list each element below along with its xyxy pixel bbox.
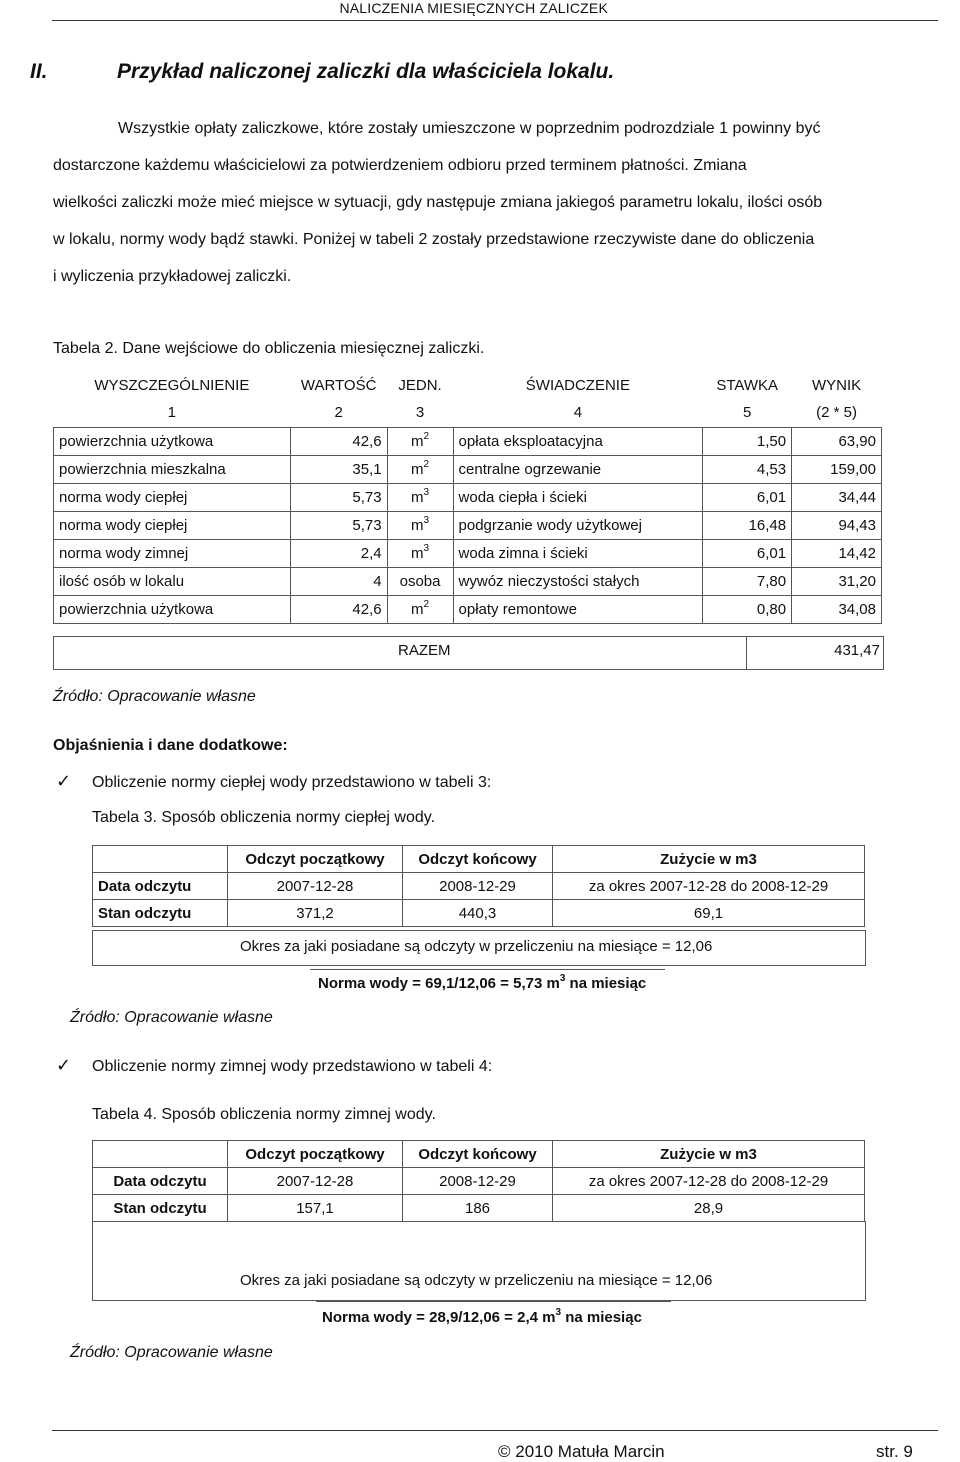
cell-result: 34,44 <box>792 483 882 511</box>
col-header: WYNIK <box>811 376 862 394</box>
cell-usage: za okres 2007-12-28 do 2008-12-29 <box>553 1168 865 1195</box>
col-index: 1 <box>167 404 176 422</box>
running-title: NALICZENIA MIESIĘCZNYCH ZALICZEK <box>339 0 608 16</box>
col-header: WYSZCZEGÓLNIENIE <box>94 376 250 394</box>
row-label: Data odczytu <box>93 873 228 900</box>
cell-value: 5,73 <box>290 511 387 539</box>
cell-usage: 69,1 <box>553 900 865 927</box>
unit-text: m <box>411 432 424 450</box>
cell-end: 2008-12-29 <box>403 1168 553 1195</box>
col-header: Zużycie w m3 <box>553 1141 865 1168</box>
cell-service: woda zimna i ścieki <box>453 539 703 567</box>
table2 <box>53 371 882 624</box>
col-header-empty <box>93 846 228 873</box>
page-header <box>0 0 960 22</box>
intro-paragraph <box>53 120 925 300</box>
cell-item: powierzchnia mieszkalna <box>54 455 291 483</box>
row-label: Data odczytu <box>93 1168 228 1195</box>
col-header: STAWKA <box>716 376 778 394</box>
table-index-row <box>54 399 882 427</box>
table3-source: Źródło: Opracowanie własne <box>70 1009 273 1026</box>
unit-exponent: 3 <box>423 486 430 498</box>
cell-unit <box>387 539 453 567</box>
cell-item: norma wody zimnej <box>54 539 291 567</box>
col-header: WARTOŚĆ <box>300 376 377 394</box>
cell-result: 94,43 <box>792 511 882 539</box>
norm-box-top <box>316 1301 671 1302</box>
table3-period: Okres za jaki posiadane są odczyty w przeliczeniu na miesiące = 12,06 <box>240 938 713 955</box>
col-header: Odczyt końcowy <box>403 846 553 873</box>
cell-result: 14,42 <box>792 539 882 567</box>
check-icon: ✓ <box>56 1055 72 1075</box>
table-row <box>93 900 865 927</box>
unit-exponent: 3 <box>423 514 430 526</box>
table4-caption: Tabela 4. Sposób obliczenia normy zimnej wody. <box>92 1106 436 1123</box>
table-row <box>54 455 882 483</box>
total-label: RAZEM <box>398 642 451 659</box>
cell-unit <box>387 595 453 623</box>
footer-rule <box>52 1430 938 1431</box>
cell-value: 4 <box>290 567 387 595</box>
norm-exponent: 3 <box>555 1307 562 1318</box>
cell-unit <box>387 511 453 539</box>
cell-rate: 0,80 <box>703 595 792 623</box>
cell-result: 34,08 <box>792 595 882 623</box>
intro-line: dostarczone każdemu właścicielowi za potwierdzeniem odbioru przed terminem płatności. Zmiana <box>53 157 747 174</box>
intro-line: wielkości zaliczki może mieć miejsce w sytuacji, gdy następuje zmiana jakiegoś parametru lokalu, ilości osób <box>53 194 823 211</box>
cell-rate: 1,50 <box>703 427 792 455</box>
cell-rate: 7,80 <box>703 567 792 595</box>
unit-text: m <box>411 488 424 506</box>
footer-page-number: str. 9 <box>876 1442 913 1461</box>
table4-period-box <box>92 1221 866 1301</box>
col-index: 5 <box>743 404 752 422</box>
cell-start: 2007-12-28 <box>228 873 403 900</box>
section-number: II. <box>30 60 48 83</box>
col-header: JEDN. <box>398 376 442 394</box>
table-header-row <box>54 371 882 399</box>
table-row <box>54 511 882 539</box>
explanations-heading: Objaśnienia i dane dodatkowe: <box>53 737 288 754</box>
table4 <box>92 1140 865 1222</box>
intro-line: i wyliczenia przykładowej zaliczki. <box>53 268 292 285</box>
cell-service: opłaty remontowe <box>453 595 703 623</box>
table-row <box>54 567 882 595</box>
table4-period: Okres za jaki posiadane są odczyty w przeliczeniu na miesiące = 12,06 <box>240 1272 713 1289</box>
table3-norm <box>318 975 646 992</box>
cell-unit <box>387 483 453 511</box>
cell-service: centralne ogrzewanie <box>453 455 703 483</box>
col-header-empty <box>93 1141 228 1168</box>
cell-item: norma wody ciepłej <box>54 483 291 511</box>
unit-text: m <box>411 516 424 534</box>
table-header-row <box>93 846 865 873</box>
table3-caption: Tabela 3. Sposób obliczenia normy ciepłej wody. <box>92 809 436 826</box>
cell-result: 63,90 <box>792 427 882 455</box>
unit-exponent: 2 <box>423 458 430 470</box>
table-row <box>54 595 882 623</box>
unit-exponent: 3 <box>423 542 430 554</box>
col-header: Odczyt końcowy <box>403 1141 553 1168</box>
cell-usage: za okres 2007-12-28 do 2008-12-29 <box>553 873 865 900</box>
col-header: Odczyt początkowy <box>228 1141 403 1168</box>
explanation-item-1: Obliczenie normy ciepłej wody przedstawiono w tabeli 3: <box>92 774 492 791</box>
cell-end: 186 <box>403 1195 553 1222</box>
cell-usage: 28,9 <box>553 1195 865 1222</box>
norm-suffix: na miesiąc <box>565 975 647 992</box>
cell-end: 2008-12-29 <box>403 873 553 900</box>
cell-rate: 16,48 <box>703 511 792 539</box>
intro-line: Wszystkie opłaty zaliczkowe, które zostały umieszczone w poprzednim podrozdziale 1 powinny być <box>118 120 821 137</box>
col-header: Odczyt początkowy <box>228 846 403 873</box>
cell-service: podgrzanie wody użytkowej <box>453 511 703 539</box>
table-row <box>93 873 865 900</box>
explanation-item-2: Obliczenie normy zimnej wody przedstawiono w tabeli 4: <box>92 1058 493 1075</box>
unit-exponent: 2 <box>423 598 430 610</box>
cell-unit <box>387 427 453 455</box>
unit-text: m <box>411 544 424 562</box>
cell-start: 371,2 <box>228 900 403 927</box>
cell-rate: 4,53 <box>703 455 792 483</box>
norm-box-top <box>310 969 665 970</box>
unit-text: m <box>411 460 424 478</box>
cell-service: opłata eksploatacyjna <box>453 427 703 455</box>
cell-value: 42,6 <box>290 595 387 623</box>
cell-value: 5,73 <box>290 483 387 511</box>
cell-value: 2,4 <box>290 539 387 567</box>
col-index: 2 <box>334 404 343 422</box>
row-label: Stan odczytu <box>93 900 228 927</box>
unit-exponent: 2 <box>423 430 430 442</box>
table2-source: Źródło: Opracowanie własne <box>53 688 256 705</box>
cell-end: 440,3 <box>403 900 553 927</box>
col-header: ŚWIADCZENIE <box>525 376 630 394</box>
norm-formula: Norma wody = 69,1/12,06 = 5,73 m <box>318 975 560 992</box>
header-rule <box>52 20 938 21</box>
table4-norm <box>322 1309 642 1326</box>
cell-item: powierzchnia użytkowa <box>54 595 291 623</box>
cell-value: 42,6 <box>290 427 387 455</box>
cell-start: 2007-12-28 <box>228 1168 403 1195</box>
table-row <box>93 1195 865 1222</box>
intro-line: w lokalu, normy wody bądź stawki. Poniżej w tabeli 2 zostały przedstawione rzeczywiste dane do obliczenia <box>53 231 815 248</box>
cell-result: 31,20 <box>792 567 882 595</box>
table4-source: Źródło: Opracowanie własne <box>70 1344 273 1361</box>
cell-rate: 6,01 <box>703 539 792 567</box>
unit-text: osoba <box>399 572 441 590</box>
table2-caption: Tabela 2. Dane wejściowe do obliczenia miesięcznej zaliczki. <box>53 340 485 357</box>
unit-text: m <box>411 600 424 618</box>
col-index: (2 * 5) <box>816 404 857 422</box>
cell-item: powierzchnia użytkowa <box>54 427 291 455</box>
cell-service: woda ciepła i ścieki <box>453 483 703 511</box>
cell-rate: 6,01 <box>703 483 792 511</box>
cell-item: ilość osób w lokalu <box>54 567 291 595</box>
table-header-row <box>93 1141 865 1168</box>
norm-exponent: 3 <box>559 973 566 984</box>
cell-service: wywóz nieczystości stałych <box>453 567 703 595</box>
check-icon: ✓ <box>56 771 72 791</box>
table-row <box>54 483 882 511</box>
total-value: 431,47 <box>834 642 880 659</box>
footer-copyright: © 2010 Matuła Marcin <box>498 1442 665 1461</box>
cell-result: 159,00 <box>792 455 882 483</box>
col-index: 3 <box>415 404 425 422</box>
col-index: 4 <box>573 404 583 422</box>
cell-unit <box>387 455 453 483</box>
norm-suffix: na miesiąc <box>561 1309 642 1326</box>
table3 <box>92 845 865 927</box>
table-row <box>54 427 882 455</box>
total-divider <box>746 636 747 670</box>
table-row <box>93 1168 865 1195</box>
cell-item: norma wody ciepłej <box>54 511 291 539</box>
col-header: Zużycie w m3 <box>553 846 865 873</box>
cell-value: 35,1 <box>290 455 387 483</box>
cell-unit <box>387 567 453 595</box>
cell-start: 157,1 <box>228 1195 403 1222</box>
table-row <box>54 539 882 567</box>
section-title: Przykład naliczonej zaliczki dla właściciela lokalu. <box>117 60 615 83</box>
row-label: Stan odczytu <box>93 1195 228 1222</box>
norm-formula: Norma wody = 28,9/12,06 = 2,4 m <box>322 1309 556 1326</box>
total-box <box>53 636 884 670</box>
